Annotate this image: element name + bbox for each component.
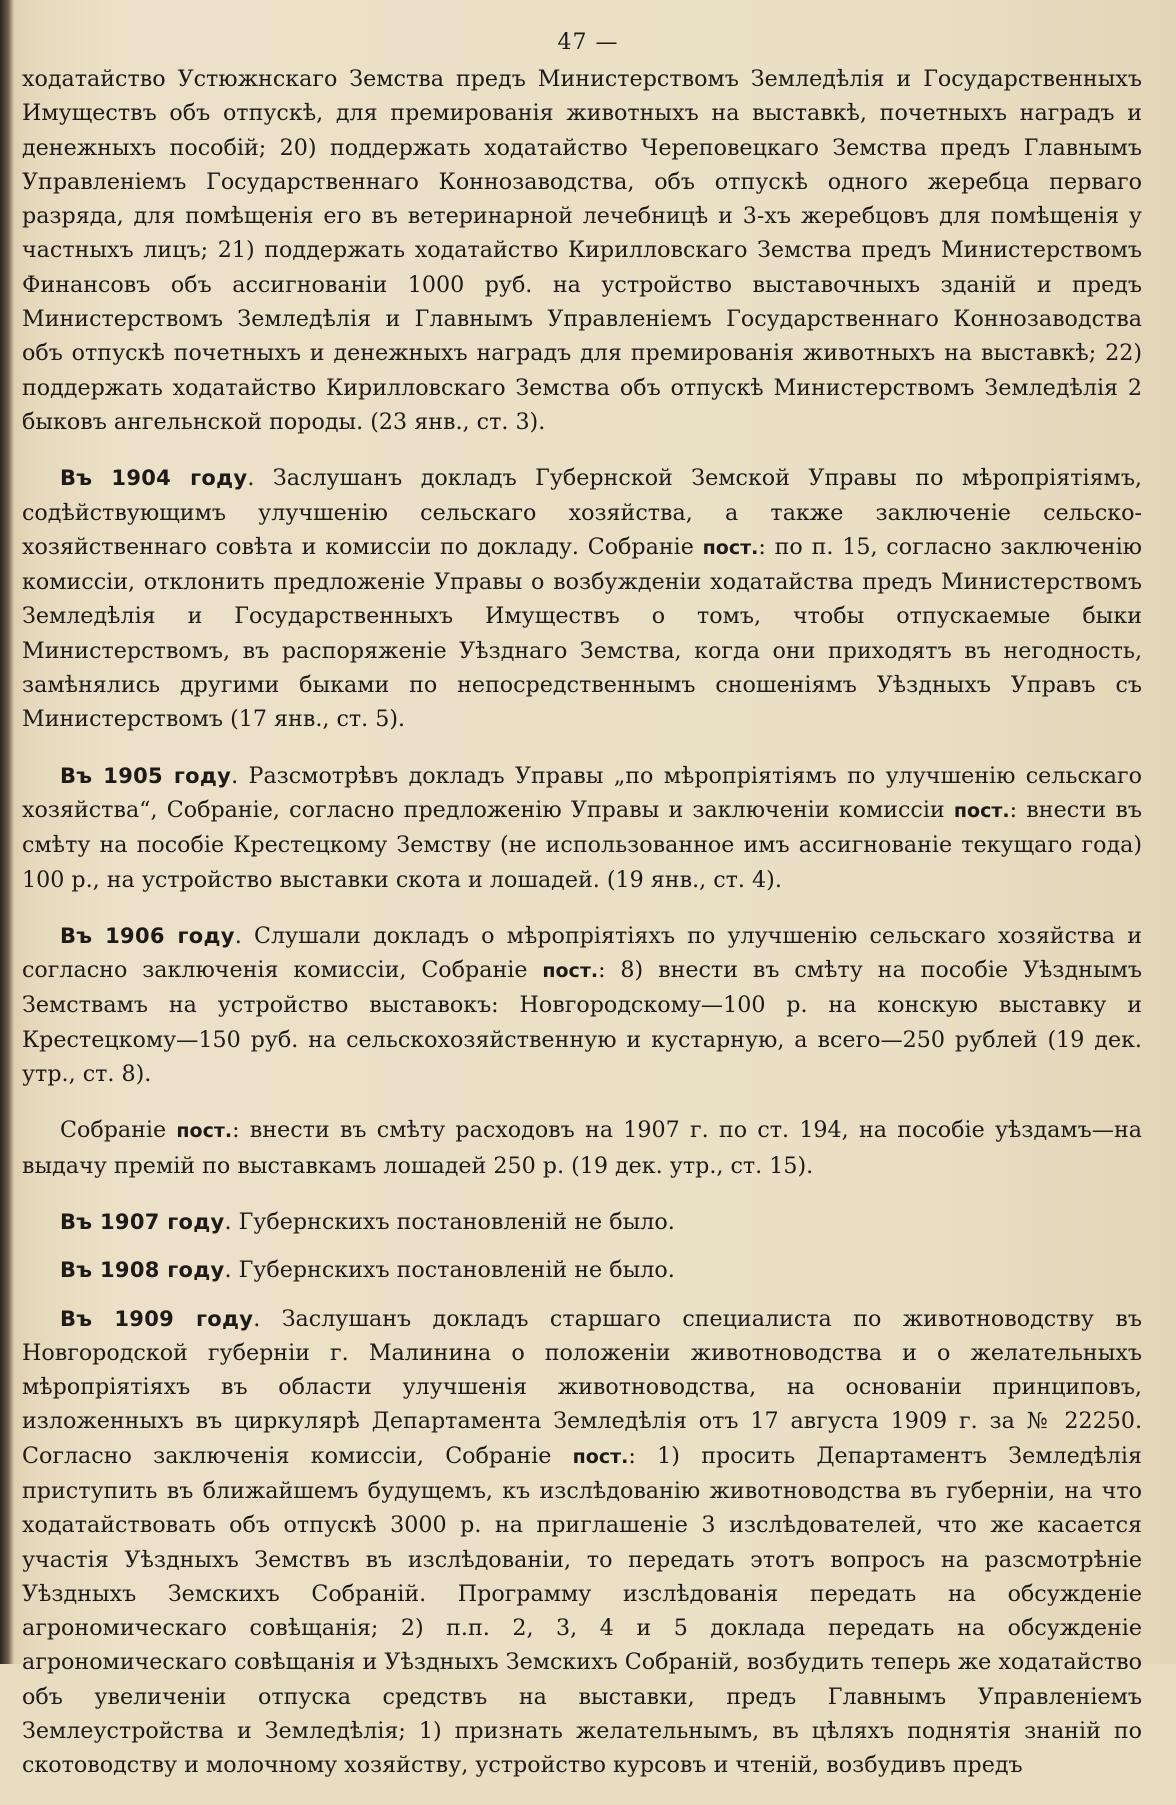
resolution-label: пост. xyxy=(176,1120,233,1143)
paragraph-text: . Слушали докладъ о мѣропріятіяхъ по улучшенію сельскаго хозяйства и согласно заключенія комиссіи, Собраніе xyxy=(22,922,1142,984)
paragraph-1904 xyxy=(22,461,1142,736)
paragraph-text: . Губернскихъ постановленій не было. xyxy=(224,1208,675,1235)
resolution-label: пост. xyxy=(702,536,759,559)
resolution-label: пост. xyxy=(953,799,1010,822)
page-number: 47 — xyxy=(557,30,619,55)
paragraph-1907 xyxy=(22,1205,1142,1239)
year-heading: Въ 1904 году xyxy=(60,466,248,491)
year-heading: Въ 1906 году xyxy=(60,923,235,948)
paragraph-text: . Заслушанъ докладъ старшаго специалиста по животноводству въ Новгородской губерніи г. Малинина о положеніи животноводства и о желательныхъ мѣропріятіяхъ въ области улучшенія животноводства, на основаніи принциповъ, изложенныхъ въ циркулярѣ Департамента Земледѣлія отъ 17 августа 1909 г. за № 22250. Согласно заключенія комиссіи, Собраніе xyxy=(22,1305,1143,1469)
resolution-label: пост. xyxy=(572,1445,629,1468)
paragraph-1906-second xyxy=(22,1113,1142,1183)
resolution-label: пост. xyxy=(542,960,599,983)
document-body xyxy=(22,62,1142,1805)
paragraph-text: ходатайство Устюжнскаго Земства предъ Министерствомъ Земледѣлія и Государственныхъ Имуществъ объ отпускѣ, для премированія животныхъ на выставкѣ, почетныхъ наградъ и денежныхъ пособій; 20) поддержать ходатайство Череповецкаго Земства предъ Главнымъ Управленіемъ Государственнаго Коннозаводства, объ отпускѣ одного жеребца перваго разряда, для помѣщенія его въ ветеринарной лечебницѣ и 3-хъ жеребцовъ для помѣщенія у частныхъ лицъ; 21) поддержать ходатайство Кирилловскаго Земства предъ Министерствомъ Финансовъ объ ассигнованіи 1000 руб. на устройство выставочныхъ зданій и предъ Министерствомъ Земледѣлія и Главнымъ Управленіемъ Государственнаго Коннозаводства объ отпускѣ почетныхъ и денежныхъ наградъ для премированія животныхъ на выставкѣ; 22) поддержать ходатайство Кирилловскаго Земства объ отпускѣ Министерствомъ Земледѣлія 2 быковъ ангельнской породы. (23 янв., ст. 3). xyxy=(22,66,1142,435)
paragraph-continuation xyxy=(22,62,1142,439)
paragraph-text: . Губернскихъ постановленій не было. xyxy=(224,1257,675,1284)
paragraph-1909 xyxy=(22,1302,1142,1783)
year-heading: Въ 1909 году xyxy=(60,1306,254,1331)
paragraph-1905 xyxy=(22,759,1142,897)
paragraph-text: . Заслушанъ докладъ Губернской Земской Управы по мѣропріятіямъ, содѣйствующимъ улучшенію сельскаго хозяйства, а также заключеніе сельско-хозяйственнаго совѣта и комиссіи по докладу. Собраніе xyxy=(22,465,1142,560)
year-heading: Въ 1905 году xyxy=(60,763,232,788)
book-binding-edge xyxy=(0,0,14,1664)
paragraph-1906 xyxy=(22,919,1142,1091)
paragraph-text: : внести въ смѣту расходовъ на 1907 г. по ст. 194, на пособіе уѣздамъ—на выдачу премій по выставкамъ лошадей 250 р. (19 дек. утр., ст. 15). xyxy=(22,1117,1142,1179)
year-heading: Въ 1907 году xyxy=(60,1209,225,1234)
paragraph-text: Собраніе xyxy=(60,1117,177,1144)
paragraph-text: : внести въ смѣту на пособіе Крестецкому Земству (не использованное имъ ассигнованіе текущаго года) 100 р., на устройство выставки скота и лошадей. (19 янв., ст. 4). xyxy=(22,796,1142,893)
paragraph-text: : 1) просить Департаментъ Земледѣлія приступить въ ближайшемъ будущемъ, къ изслѣдованію животноводства въ губерніи, на что ходатайствовать объ отпускѣ 3000 р. на приглашеніе 3 изслѣдователей, что же касается участія Уѣздныхъ Земствъ въ изслѣдованіи, то передать этотъ вопросъ на разсмотрѣніе Уѣздныхъ Земскихъ Собраній. Программу изслѣдованія передать на обсужденіе агрономическаго совѣщанія; 2) п.п. 2, 3, 4 и 5 доклада передать на обсужденіе агрономическаго совѣщанія и Уѣздныхъ Земскихъ Собраній, возбудить теперь же ходатайство объ увеличеніи отпуска средствъ на выставки, предъ Главнымъ Управленіемъ Землеустройства и Земледѣлія; 1) признать желательнымъ, въ цѣляхъ поднятія знаній по скотоводству и молочному хозяйству, устройство курсовъ и чтеній, возбудивъ предъ xyxy=(22,1442,1142,1779)
paragraph-text: . Разсмотрѣвъ докладъ Управы „по мѣропріятіямъ по улучшенію сельскаго хозяйства“, Собраніе, согласно предложенію Управы и заключеніи комиссіи xyxy=(22,762,1142,823)
paragraph-1908 xyxy=(22,1253,1142,1287)
year-heading: Въ 1908 году xyxy=(60,1258,225,1283)
paragraph-text: : по п. 15, согласно заключенію комиссіи, отклонить предложеніе Управы о возбужденіи ходатайства предъ Министерствомъ Земледѣлія и Государственныхъ Имуществъ о томъ, чтобы отпускаемые быки Министерствомъ, въ распоряженіе Уѣзднаго Земства, когда они приходятъ въ негодность, замѣнялись другими быками по непосредственнымъ сношеніямъ Уѣздныхъ Управъ съ Министерствомъ (17 янв., ст. 5). xyxy=(22,533,1143,733)
paragraph-text: : 8) внести въ смѣту на пособіе Уѣзднымъ Земствамъ на устройство выставокъ: Новгородскому—100 р. на конскую выставку и Крестецкому—150 руб. на сельскохозяйственную и кустарную, а всего—250 рублей (19 дек. утр., ст. 8). xyxy=(22,957,1142,1088)
